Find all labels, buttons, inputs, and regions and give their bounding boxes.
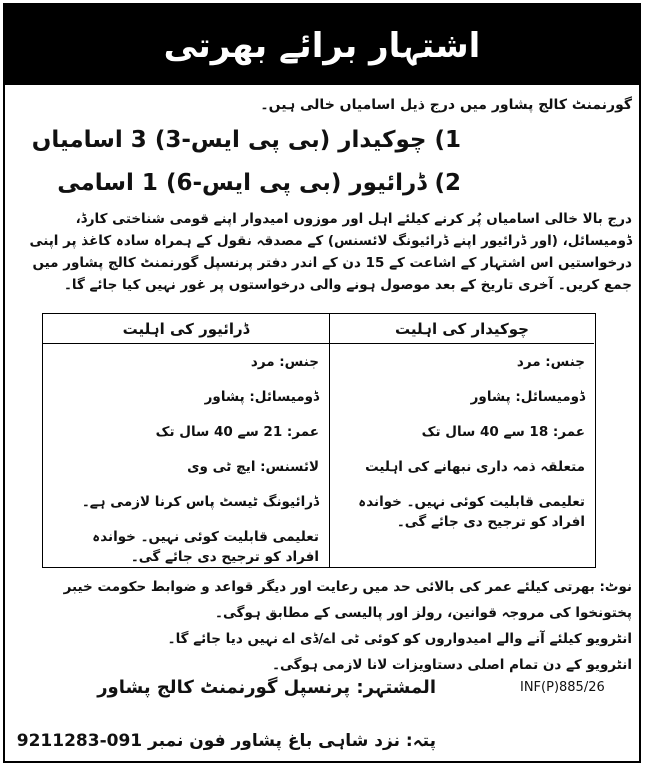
driver-qualification-list — [79, 352, 319, 582]
list-item: لائسنس: ایچ ٹی وی — [187, 459, 319, 475]
notes-section — [14, 574, 632, 678]
list-item: تعلیمی قابلیت کوئی نہیں۔ خواندہ افراد کو ترجیح دی جائے گی۔ — [92, 529, 319, 565]
list-item: جنس: مرد — [516, 354, 585, 370]
list-item: ڈومیسائل: پشاور — [470, 389, 585, 405]
instructions-paragraph: درج بالا خالی اسامیاں پُر کرنے کیلئے اہل اور موزوں امیدوار اپنے قومی شناختی کارڈ، ڈومیسائل، (اور ڈرائیور اپنے ڈرائیونگ لائسنس) کے مصدقہ نقول کے ہمراہ سادہ کاغذ پر اپنی درخواستیں اس اشتہار کے اشاعت کے 15 دن کے اندر دفتر پرنسپل گورنمنٹ کالج پشاور میں جمع کریں۔ آخری تاریخ کے بعد موصول ہونے والی درخواستوں پر غور نہیں کیا جائے گا۔ — [29, 211, 632, 293]
post-chowkidar: 1) چوکیدار (بی پی ایس-3) 3 اسامیاں — [31, 127, 461, 153]
driver-qualification-heading: ڈرائیور کی اہلیت — [43, 314, 329, 344]
list-item: عمر: 18 سے 40 سال تک — [421, 424, 585, 440]
list-item: ڈرائیونگ ٹیسٹ پاس کرنا لازمی ہے۔ — [81, 494, 319, 510]
page-title: اشتہار برائے بھرتی — [163, 25, 481, 66]
intro-text: گورنمنٹ کالج پشاور میں درج ذیل اسامیاں خالی ہیں۔ — [260, 97, 632, 113]
post-driver: 2) ڈرائیور (بی پی ایس-6) 1 اسامی — [57, 170, 461, 196]
advertiser-line: المشتہر: پرنسپل گورنمنٹ کالج پشاور — [97, 677, 436, 698]
note-age-relaxation: نوٹ: بھرتی کیلئے عمر کی بالائی حد میں رعایت اور دیگر قواعد و ضوابط حکومت خیبر پختونخوا کی مروجہ قوانین، رولز اور پالیسی کے مطابق ہوگی۔ — [63, 579, 632, 621]
reference-number: INF(P)885/26 — [520, 680, 605, 695]
list-item: متعلقہ ذمہ داری نبھانے کی اہلیت — [365, 459, 585, 475]
note-no-ta-da: انٹرویو کیلئے آنے والے امیدواروں کو کوئی ٹی اے/ڈی اے نہیں دیا جائے گا۔ — [167, 631, 632, 647]
qualifications-table — [42, 313, 596, 568]
title-banner — [5, 5, 639, 85]
chowkidar-qualification-heading: چوکیدار کی اہلیت — [329, 314, 594, 344]
chowkidar-qualification-list — [345, 352, 585, 547]
list-item: عمر: 21 سے 40 سال تک — [155, 424, 319, 440]
list-item: تعلیمی قابلیت کوئی نہیں۔ خواندہ افراد کو ترجیح دی جائے گی۔ — [358, 494, 585, 530]
note-original-documents: انٹرویو کے دن تمام اصلی دستاویزات لانا لازمی ہوگی۔ — [272, 657, 632, 673]
address-line: پتہ: نزد شاہی باغ پشاور فون نمبر 091-9211283 — [16, 731, 436, 751]
list-item: جنس: مرد — [250, 354, 319, 370]
list-item: ڈومیسائل: پشاور — [204, 389, 319, 405]
table-divider — [329, 314, 330, 567]
